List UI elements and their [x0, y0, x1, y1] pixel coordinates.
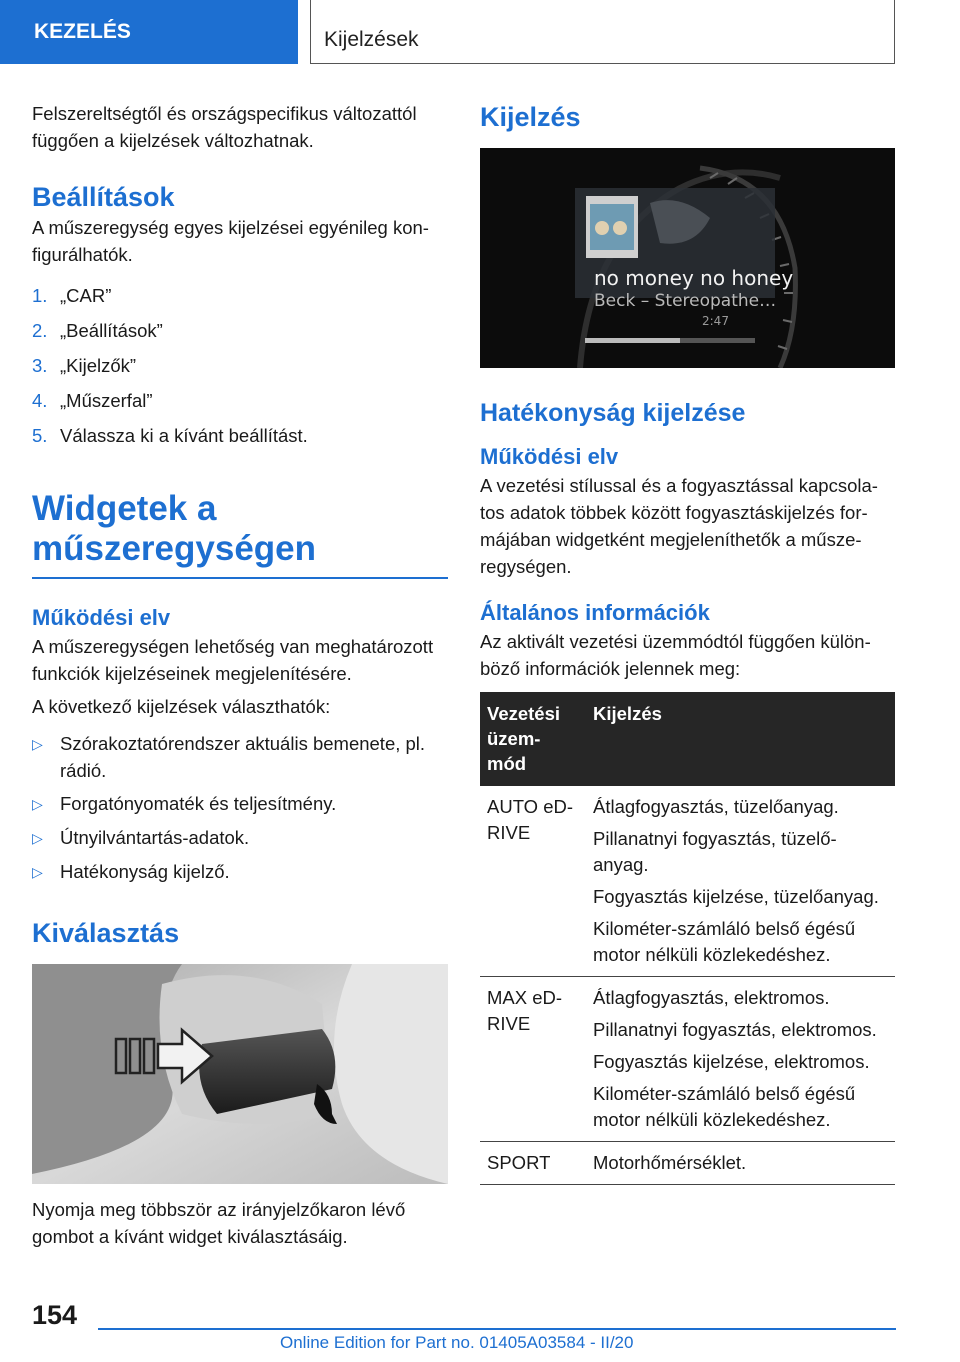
section-tab — [0, 0, 298, 64]
steps-list — [32, 282, 448, 449]
widget-options-list — [32, 730, 448, 886]
step-number: 4. — [32, 390, 48, 411]
bullet-text: Forgatónyomaték és teljesítmény. — [60, 792, 337, 814]
list-item — [32, 730, 448, 784]
settings-heading: Beállítások — [32, 182, 175, 212]
table-row — [480, 977, 895, 1142]
principle-text: A vezetési stílussal és a fogyasztással kapcsola-tos adatok többek között fogyasztáskijelzés for-májában widgetként megjeleníthetők a műsze-regységen. — [480, 475, 878, 577]
principle-heading: Működési elv — [480, 444, 619, 469]
page-title: Kijelzések — [324, 28, 419, 51]
triangle-bullet-icon: ▷ — [32, 795, 43, 812]
selectable-text: A következő kijelzések választhatók: — [32, 695, 331, 717]
mode-cell: AUTO eD-RIVE — [480, 786, 586, 977]
selection-caption: Nyomja meg többször az irányjelzőkaron lévő gombot a kívánt widget kiválasztásáig. — [32, 1198, 406, 1247]
triangle-bullet-icon: ▷ — [32, 829, 43, 846]
efficiency-heading: Hatékonyság kijelzése — [480, 399, 746, 427]
mode-cell: MAX eD-RIVE — [480, 977, 586, 1142]
widgets-heading-line1: Widgetek a — [32, 489, 217, 528]
list-item — [32, 858, 448, 886]
list-item — [32, 824, 448, 852]
track-artist: Beck – Stereopathe… — [594, 291, 777, 311]
principle-text: A műszeregységen lehetőség van meghatározott funkciók kijelzéseinek megjelenítésére. — [32, 635, 434, 684]
edition-link[interactable]: Online Edition for Part no. 01405A03584 - II/20 — [280, 1333, 634, 1352]
column-header-mode: Vezetési üzem-mód — [480, 692, 586, 786]
mode-cell: SPORT — [480, 1142, 586, 1185]
display-heading: Kijelzés — [480, 102, 581, 132]
step-text: „Beállítások” — [60, 320, 163, 341]
principle-heading: Működési elv — [32, 604, 171, 630]
bullet-text: Szórakoztatórendszer aktuális bemenete, pl. rádió. — [60, 732, 426, 781]
triangle-bullet-icon: ▷ — [32, 863, 43, 880]
settings-text: A műszeregység egyes kijelzései egyénileg kon-figurálhatók. — [32, 217, 429, 265]
list-item — [32, 282, 448, 309]
cluster-frame-icon — [480, 148, 895, 368]
display-cell — [586, 786, 895, 977]
section-label: KEZELÉS — [34, 20, 131, 43]
step-number: 1. — [32, 285, 48, 306]
list-item — [32, 387, 448, 414]
track-title: no money no honey — [594, 266, 794, 290]
step-text: „Kijelzők” — [60, 355, 137, 376]
track-time: 2:47 — [702, 314, 729, 328]
driving-mode-table — [480, 692, 895, 1185]
step-number: 5. — [32, 425, 48, 446]
right-column — [480, 100, 896, 1185]
display-item: Pillanatnyi fogyasztás, tüzelő-anyag. — [593, 828, 837, 875]
step-number: 3. — [32, 355, 48, 376]
bullet-text: Hatékonyság kijelző. — [60, 860, 230, 882]
widgets-heading-line2: műszeregységen — [32, 529, 317, 568]
selection-heading: Kiválasztás — [32, 917, 180, 948]
general-info-heading: Általános információk — [480, 600, 710, 625]
list-item — [32, 352, 448, 379]
display-item: Kilométer-számláló belső égésű motor nélküli közlekedéshez. — [593, 918, 856, 965]
intro-text: Felszereltségtől és országspecifikus változattól függően a kijelzések változhatnak. — [32, 103, 417, 151]
bullet-text: Útnyilvántartás-adatok. — [60, 826, 250, 848]
display-item: Átlagfogyasztás, tüzelőanyag. — [593, 796, 839, 817]
list-item — [32, 790, 448, 818]
triangle-bullet-icon: ▷ — [32, 735, 43, 752]
turn-signal-lever-image — [32, 964, 448, 1184]
footer-rule — [98, 1328, 896, 1330]
step-number: 2. — [32, 320, 48, 341]
display-item: Fogyasztás kijelzése, elektromos. — [593, 1051, 870, 1072]
instrument-cluster-image — [480, 148, 895, 368]
table-row — [480, 1142, 895, 1185]
general-info-text: Az aktivált vezetési üzemmódtól függően külön-böző információk jelennek meg: — [480, 631, 871, 679]
table-header-row — [480, 692, 895, 786]
lever-illustration-icon — [32, 964, 448, 1184]
list-item — [32, 317, 448, 344]
list-item — [32, 422, 448, 449]
display-item: Átlagfogyasztás, elektromos. — [593, 987, 830, 1008]
table-row — [480, 786, 895, 977]
display-item: Kilométer-számláló belső égésű motor nélküli közlekedéshez. — [593, 1083, 856, 1130]
page-number: 154 — [32, 1300, 78, 1330]
column-header-display: Kijelzés — [586, 692, 895, 786]
display-item: Pillanatnyi fogyasztás, elektromos. — [593, 1019, 877, 1040]
display-cell — [586, 977, 895, 1142]
left-column — [32, 100, 448, 1250]
step-text: „CAR” — [60, 285, 112, 306]
display-item: Fogyasztás kijelzése, tüzelőanyag. — [593, 886, 879, 907]
step-text: „Műszerfal” — [60, 390, 153, 411]
step-text: Válassza ki a kívánt beállítást. — [60, 425, 308, 446]
display-item: Motorhőmérséklet. — [593, 1152, 747, 1173]
display-cell — [586, 1142, 895, 1185]
